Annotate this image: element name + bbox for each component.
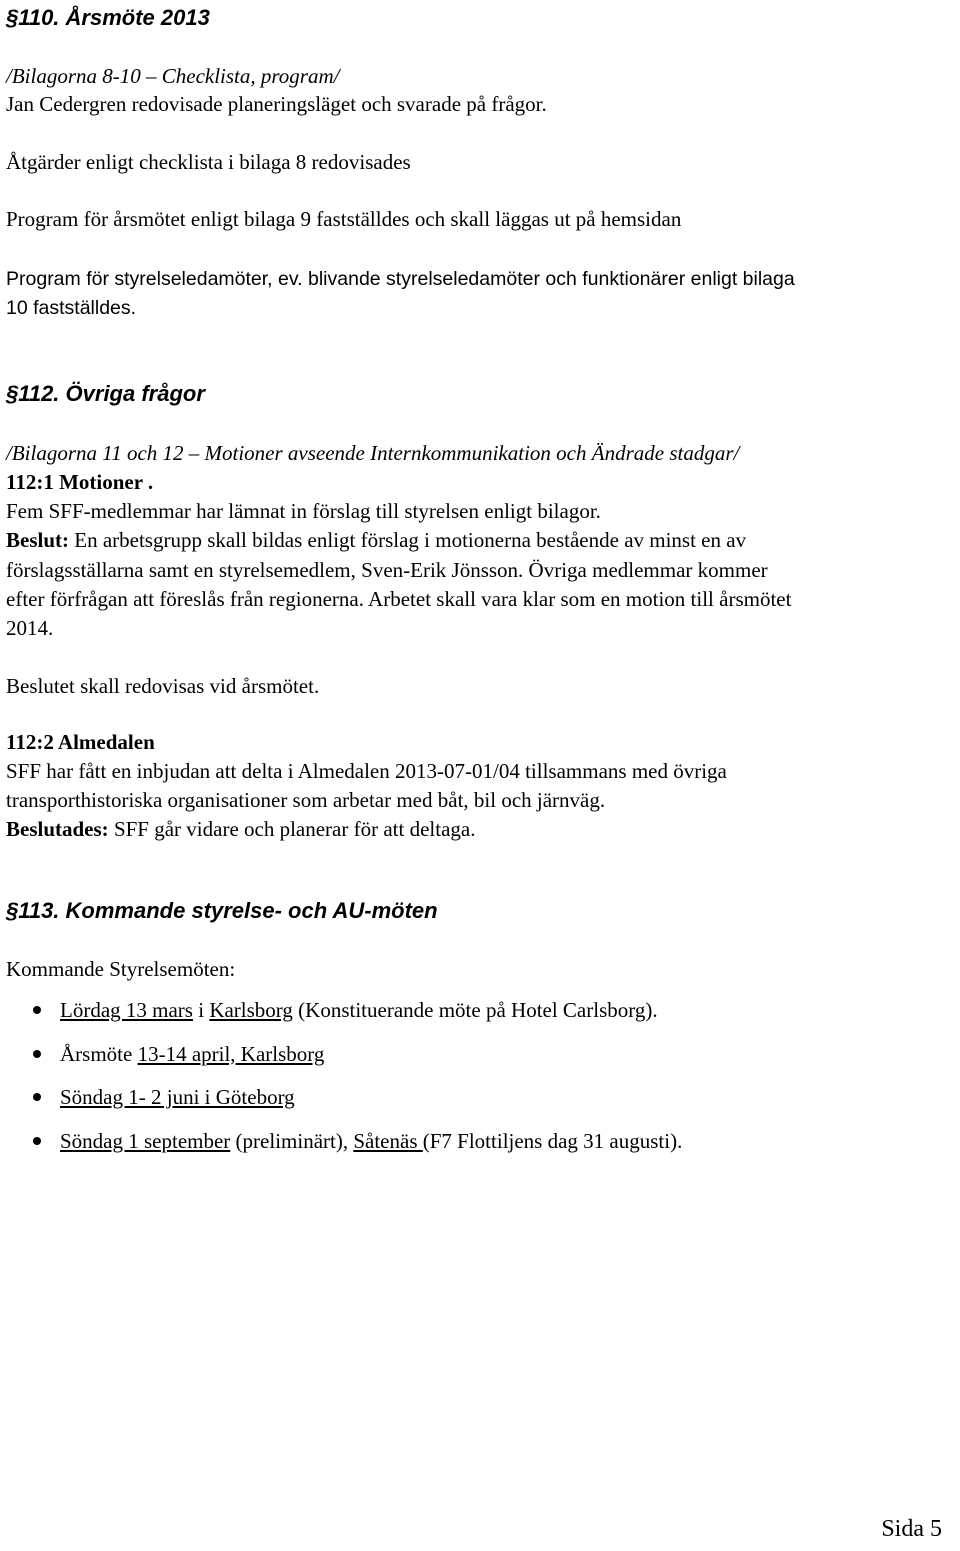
section-110-paragraph: Jan Cedergren redovisade planeringsläget och svarade på frågor. — [6, 92, 547, 116]
meeting-place: Karlsborg — [209, 998, 293, 1022]
section-110-paragraph: 10 fastställdes. — [6, 297, 137, 319]
meeting-date: Söndag 1 september — [60, 1128, 231, 1153]
section-110-heading: §110. Årsmöte 2013 — [6, 5, 210, 30]
section-110-paragraph: Program för styrelseledamöter, ev. blivande styrelseledamöter och funktionärer enligt bilaga — [6, 268, 795, 290]
decision-text: efter förfrågan att föreslås från regionerna. Arbetet skall vara klar som en motion till årsmötet — [6, 587, 792, 611]
section-113-intro: Kommande Styrelsemöten: — [6, 957, 236, 981]
list-item — [30, 1041, 682, 1067]
section-110-paragraph: Program för årsmötet enligt bilaga 9 fastställdes och skall läggas ut på hemsidan — [6, 207, 682, 231]
meeting-date: Söndag 1- 2 juni i Göteborg — [60, 1085, 295, 1109]
meeting-text: i — [192, 998, 210, 1022]
meeting-text: (preliminärt), — [230, 1128, 354, 1153]
subsection-112-2-text: transporthistoriska organisationer som arbetar med båt, bil och järnväg. — [6, 788, 606, 812]
decision-paragraph — [6, 527, 746, 553]
section-110-attachments: /Bilagorna 8-10 – Checklista, program/ — [6, 64, 340, 88]
bullet-icon — [33, 1006, 41, 1014]
subsection-112-1-text: Fem SFF-medlemmar har lämnat in förslag till styrelsen enligt bilagor. — [6, 499, 601, 523]
subsection-112-2-text: SFF har fått en inbjudan att delta i Almedalen 2013-07-01/04 tillsammans med övriga — [6, 759, 727, 783]
section-110-paragraph: Åtgärder enligt checklista i bilaga 8 redovisades — [6, 150, 411, 174]
subsection-112-1-title: 112:1 Motioner . — [6, 470, 154, 494]
section-112-heading: §112. Övriga frågor — [6, 381, 205, 406]
meeting-text: Årsmöte — [60, 1041, 138, 1066]
decision-text: En arbetsgrupp skall bildas enligt förslag i motionerna bestående av minst en av — [69, 528, 747, 552]
subsection-112-2-title: 112:2 Almedalen — [6, 730, 155, 754]
meeting-text: (F7 Flottiljens dag 31 augusti). — [422, 1128, 683, 1153]
list-item — [30, 1084, 682, 1110]
meeting-list — [30, 997, 682, 1171]
decision-text: 2014. — [6, 616, 54, 640]
section-112-attachments: /Bilagorna 11 och 12 – Motioner avseende Internkommunikation och Ändrade stadgar/ — [6, 441, 740, 465]
page-number: Sida 5 — [881, 1516, 942, 1542]
bullet-icon — [33, 1137, 41, 1145]
list-item — [30, 1128, 682, 1154]
bullet-icon — [33, 1050, 41, 1058]
meeting-date: 13-14 april, Karlsborg — [137, 1041, 325, 1066]
report-text: Beslutet skall redovisas vid årsmötet. — [6, 674, 320, 698]
meeting-text: (Konstituerande möte på Hotel Carlsborg). — [292, 998, 658, 1022]
section-113-heading: §113. Kommande styrelse- och AU-möten — [6, 898, 438, 923]
decided-paragraph — [6, 816, 475, 842]
decision-label: Beslut: — [6, 528, 69, 552]
meeting-place: Såtenäs — [353, 1128, 423, 1153]
decided-text: SFF går vidare och planerar för att deltaga. — [108, 817, 476, 841]
decided-label: Beslutades: — [6, 817, 109, 841]
list-item — [30, 997, 682, 1023]
meeting-date: Lördag 13 mars — [60, 998, 193, 1022]
bullet-icon — [33, 1093, 41, 1101]
decision-text: förslagsställarna samt en styrelsemedlem, Sven-Erik Jönsson. Övriga medlemmar kommer — [6, 558, 768, 582]
